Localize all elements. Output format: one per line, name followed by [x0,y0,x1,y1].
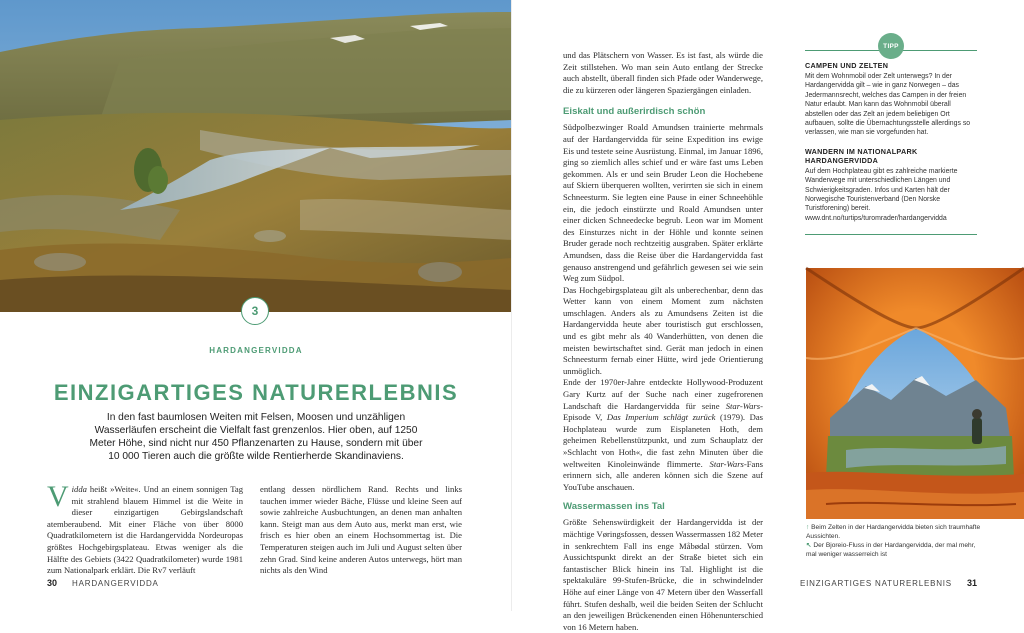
starwars-paragraph: Ende der 1970er-Jahre entdeckte Hollywood-Produzent Gary Kurtz auf der Suche nach einer zugefrorenen Landschaft die Hardangervidda für seine Star-Wars-Episode V, Das Imperium schlägt zurück (1979). Das Hochplateau wurde zum Eisplaneten Hoth, dem geheimen Rebellenstützpunkt, und zum Schauplatz der »Schlacht von Hoth«, die fast zehn Minuten über die weltweiten Kinoleinwände flimmerte. Star-Wars-Fans erinnern sich, alle anderen können sich die Szene auf YouTube anschauen. [563,377,763,492]
tip-box [805,61,977,223]
body-column-2: entlang dessen nördlichem Rand. Rechts und links tauchen immer wieder Bäche, Flüsse und kleine Seen auf sowie zahlreiche Ausbuchtungen, an denen man anhalten kann. Steigt man aus dem Auto aus, merkt man erst, wie frisch es hier oben an einem Hochsommertag ist. Die Temperaturen steigen auch im Juli und August selten über zehn Grad. Sind keine anderen Autos unterwegs, hört man nichts als den Wind [260,484,462,576]
chapter-number-badge: 3 [241,297,269,325]
arrow-up-icon: ↑ [806,524,810,531]
caption-tent: ↑ Beim Zelten in der Hardangervidda bieten sich traumhafte Aussichten. [806,524,981,540]
running-head: HARDANGERVIDDA [72,579,159,588]
body-text: heißt »Weite«. Und an einem sonnigen Tag mit strahlend blauem Himmel ist die Weite in dieser einzigartigen Gebirgslandschaft atemberaubend. Mit einer Fläche von über 8000 Quadratkilometern ist die Hardangervidda Nordeuropas größtes Hochgebirgsplateau. Etwas weniger als die Hälfte des Gebiets (3422 Quadratkilometer) wurde 1981 zum Nationalpark erklärt. Die Rv7 verläuft [47,484,243,576]
folio-right [800,578,977,588]
tent-view-photo [806,268,1024,519]
subheading-wassermassen: Wassermassen ins Tal [563,501,665,513]
lead-word: idda [71,484,87,494]
running-head: EINZIGARTIGES NATURERLEBNIS [799,579,952,588]
tip-heading-camping: CAMPEN UND ZELTEN [805,61,889,70]
tip-text-camping: Mit dem Wohnmobil oder Zelt unterwegs? In der Hardangervidda gilt – wie in ganz Norwegen – das Jedermannsrecht, welches das Campen in der freien Natur erlaubt. Man kann das Wohnmobil überall abstellen oder das Zelt an jedem beliebigen Ort aufbauen, sollte die Übernachtungsstelle allerdings so verlassen, wie man sie vorgefunden hat. [805,73,971,137]
tip-heading-hiking: WANDERN IM NATIONALPARK HARDANGERVIDDA [805,146,918,165]
tip-bottom-rule [805,234,977,235]
arrow-up-left-icon: ↖ [806,542,812,549]
subheading-eiskalt: Eiskalt und außerirdisch schön [563,106,706,118]
caption-river: ↖ Der Bjoreio-Fluss in der Hardangervidda, der mal mehr, mal weniger wasserreich ist [806,542,976,558]
waterfall-paragraph: Größte Sehenswürdigkeit der Hardangervidda ist der mächtige Vøringsfossen, dessen Wassermassen 182 Meter in senkrechtem Fall ins enge Måbødal stürzen. Vom Aussichtspunkt direkt an der Straße bietet sich ein fantastischer Blick hinein ins Tal. Highlight ist die spektakuläre 99-Stufen-Brücke, die in schwindelnder Höhe auf einer Länge von 47 Metern über den Wasserfall führt. Stufen deshalb, weil die beiden Seiten der Schlucht an den jeweiligen Brückenenden einen Höhenunterschied von 16 Metern haben. [563,517,763,632]
photo-captions [806,523,981,559]
page-title: EINZIGARTIGES NATURERLEBNIS [53,380,459,405]
folio-left [47,578,159,588]
page-number: 30 [47,578,58,588]
plateau-paragraph: Das Hochgebirgsplateau gilt als unberechenbar, denn das Wetter kann von einem Moment zum nächsten umschlagen. Anders als zu Amundsens Zeiten ist die Hardangervidda heute aber touristisch gut erschlossen, und es gibt mehr als 40 Wanderhütten, von denen die meisten bewirtschaftet sind. Gerät man jedoch in einen Schneesturm fernab einer Hütte, wird jede Orientierung unmöglich. [563,284,763,376]
dropcap: V [47,480,69,513]
section-kicker: HARDANGERVIDDA [209,346,303,355]
intro-paragraph: und das Plätschern von Wasser. Es ist fast, als würde die Zeit stillstehen. Wo man sein Auto entlang der Strecke auch abstellt, überall finden sich Pfade oder Wanderwege, die zu kürzeren oder längeren Spaziergängen einladen. [563,50,763,95]
right-text-column [563,50,763,633]
body-column-1 [47,480,243,577]
amundsen-paragraph: Südpolbezwinger Roald Amundsen trainierte mehrmals auf der Hardangervidda für seine Expedition ins ewige Eis und testete seine Ausrüstung. Einmal, im Januar 1896, ging so ziemlich alles schief und er wäre fast ums Leben gekommen. Als er und sein Bruder Leon die Hochebene auf Skiern überqueren wollten, verirrten sie sich in einem Schneesturm. Sie legten eine Pause in einer Schneehöhle ein, die jedoch einstürzte und Roald Amundsen unter einer dicken Schneedecke begrub. Leon war im Moment des Einsturzes nicht in der Höhle und konnte seinen Bruder gerade noch rechtzeitig ausgraben. Später erklärte Amundsen, dass die Reise über die Hardangervidda fast genauso anstrengend und gefährlich gewesen sei wie sein Weg zum Südpol. [563,122,763,284]
tip-badge: TIPP [878,33,904,59]
left-page [0,0,512,611]
tip-url: www.dnt.no/turtips/turomrader/hardangervidda [805,214,947,222]
tip-text-hiking: Auf dem Hochplateau gibt es zahlreiche markierte Wanderwege mit unterschiedlichen Längen und Schwierigkeitsgraden. Infos und Karten hält der Norwegische Touristenverband (Den Norske Turistforening) bereit. [805,167,958,213]
lead-paragraph: In den fast baumlosen Weiten mit Felsen, Moosen und unzähligen Wasserläufen erscheint die Vielfalt fast grenzenlos. Hier oben, auf 1250 Meter Höhe, sind nicht nur 450 Pflanzenarten zu Hause, sondern mit über 10 000 Tieren auch die größte wilde Rentierherde Skandinaviens. [89,412,423,462]
page-number: 31 [966,578,977,588]
hero-landscape-photo [0,0,512,312]
